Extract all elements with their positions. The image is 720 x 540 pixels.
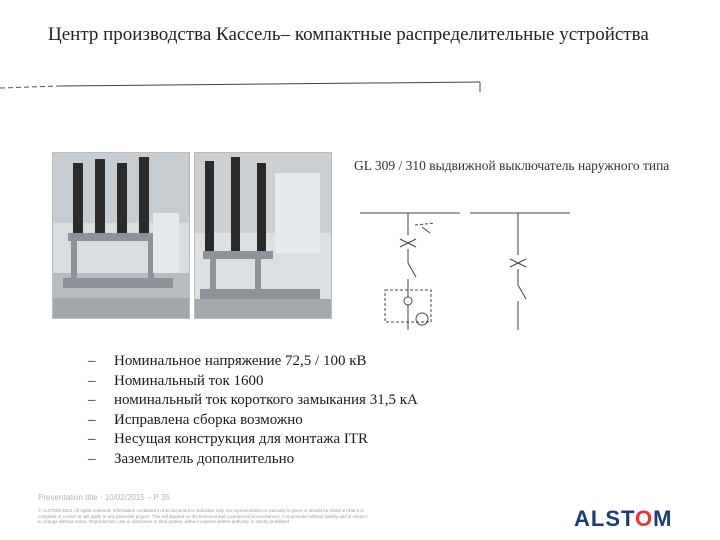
list-item: – Номинальный ток 1600: [88, 372, 418, 392]
breaker-photo-front: [52, 152, 190, 319]
spec-list: [88, 352, 418, 469]
bullet-dash: –: [88, 372, 96, 389]
list-item: – Исправлена сборка возможно: [88, 411, 418, 431]
bullet-dash: –: [88, 392, 96, 408]
presentation-footer: Presentation title - 10/02/2015 – P 35: [38, 493, 170, 502]
legal-disclaimer: © ALSTOM 2013. All rights reserved. Information contained in this document is indicative only. No representation or warranty is given or should be relied on that it is complete or correct or will apply to any particular project. This will depend on the technical and commercial circumstances. It is provided without liability and is subject to change without notice. Reproduction, use or disclosure to third parties, without express written authority, is strictly prohibited.: [38, 508, 367, 524]
list-item: – Несущая конструкция для монтажа ITR: [88, 430, 418, 450]
list-item: – номинальный ток короткого замыкания 31,5 кА: [88, 391, 418, 411]
list-item: – Заземлитель дополнительно: [88, 450, 418, 470]
figure-caption: GL 309 / 310 выдвижной выключатель наружного типа: [354, 158, 670, 173]
title-divider: [0, 80, 720, 92]
breaker-photo-cart: [194, 152, 332, 319]
bullet-dash: –: [88, 411, 96, 428]
bullet-dash: –: [88, 353, 96, 369]
bullet-dash: –: [88, 450, 96, 467]
alstom-logo: ALSTOM: [574, 506, 673, 531]
bullet-dash: –: [88, 431, 96, 447]
single-line-diagram: [360, 205, 580, 340]
page-title: Центр производства Кассель– компактные распределительные устройства: [48, 24, 649, 45]
list-item: – Номинальное напряжение 72,5 / 100 кВ: [88, 352, 418, 372]
